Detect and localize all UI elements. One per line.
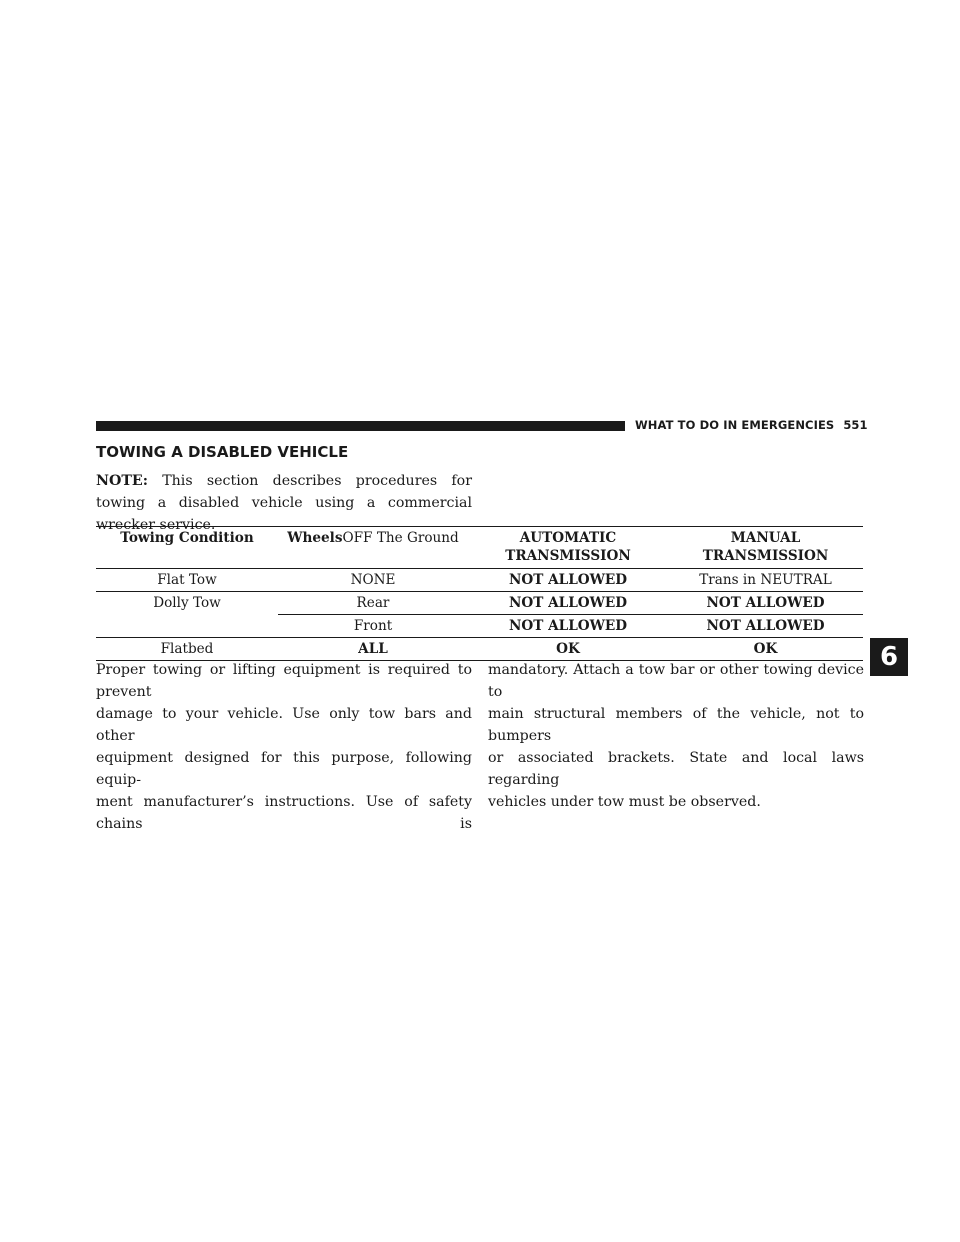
cell-automatic: NOT ALLOWED — [468, 569, 668, 592]
cell-condition: Flat Tow — [96, 569, 278, 592]
cell-manual: Trans in NEUTRAL — [668, 569, 863, 592]
body-column-left — [96, 659, 472, 835]
header-towing-condition: Towing Condition — [120, 530, 254, 546]
cell-wheels: NONE — [278, 569, 468, 592]
body-line: ment manufacturer’s instructions. Use of safety chains is — [96, 794, 472, 832]
body-line: Proper towing or lifting equipment is required to prevent — [96, 662, 472, 700]
table-row — [96, 638, 863, 661]
cell-manual: NOT ALLOWED — [668, 592, 863, 615]
cell-automatic: NOT ALLOWED — [468, 592, 668, 615]
header-automatic-line1: AUTOMATIC — [519, 530, 617, 546]
body-line: main structural members of the vehicle, not to bumpers — [488, 706, 864, 744]
cell-condition: Dolly Tow — [96, 592, 278, 638]
cell-manual: OK — [668, 638, 863, 661]
header-automatic — [468, 527, 668, 569]
header-automatic-line2: TRANSMISSION — [505, 548, 631, 564]
header-manual-line1: MANUAL — [730, 530, 801, 546]
header-wheels — [278, 527, 468, 569]
header-manual-line2: TRANSMISSION — [702, 548, 829, 564]
header-manual — [668, 527, 863, 569]
note-text: This section describes procedures for towing a disabled vehicle using a commercial wrecker service. — [96, 473, 472, 533]
table-row — [96, 569, 863, 592]
cell-manual: NOT ALLOWED — [668, 615, 863, 638]
cell-condition: Flatbed — [96, 638, 278, 661]
body-line: or associated brackets. State and local laws regarding — [488, 750, 864, 788]
section-heading: TOWING A DISABLED VEHICLE — [96, 443, 349, 461]
table-header-row — [96, 527, 863, 569]
body-line: equipment designed for this purpose, following equip- — [96, 750, 472, 788]
header-rule — [96, 421, 625, 431]
body-column-right — [488, 659, 864, 813]
cell-automatic: NOT ALLOWED — [468, 615, 668, 638]
cell-wheels: Front — [278, 615, 468, 638]
page-number: 551 — [843, 418, 868, 432]
note-label: NOTE: — [96, 473, 148, 489]
cell-automatic: OK — [468, 638, 668, 661]
cell-wheels: Rear — [278, 592, 468, 615]
cell-wheels: ALL — [278, 638, 468, 661]
body-line: vehicles under tow must be observed. — [488, 794, 761, 810]
header-wheels-rest: OFF The Ground — [342, 530, 459, 546]
body-line: mandatory. Attach a tow bar or other towing device to — [488, 662, 864, 700]
towing-table — [96, 526, 863, 661]
header-wheels-bold: Wheels — [287, 530, 343, 546]
header-title: WHAT TO DO IN EMERGENCIES — [635, 418, 835, 432]
body-line: damage to your vehicle. Use only tow bars and other — [96, 706, 472, 744]
running-header — [635, 418, 868, 432]
table-row — [96, 592, 863, 615]
chapter-tab: 6 — [870, 638, 908, 676]
